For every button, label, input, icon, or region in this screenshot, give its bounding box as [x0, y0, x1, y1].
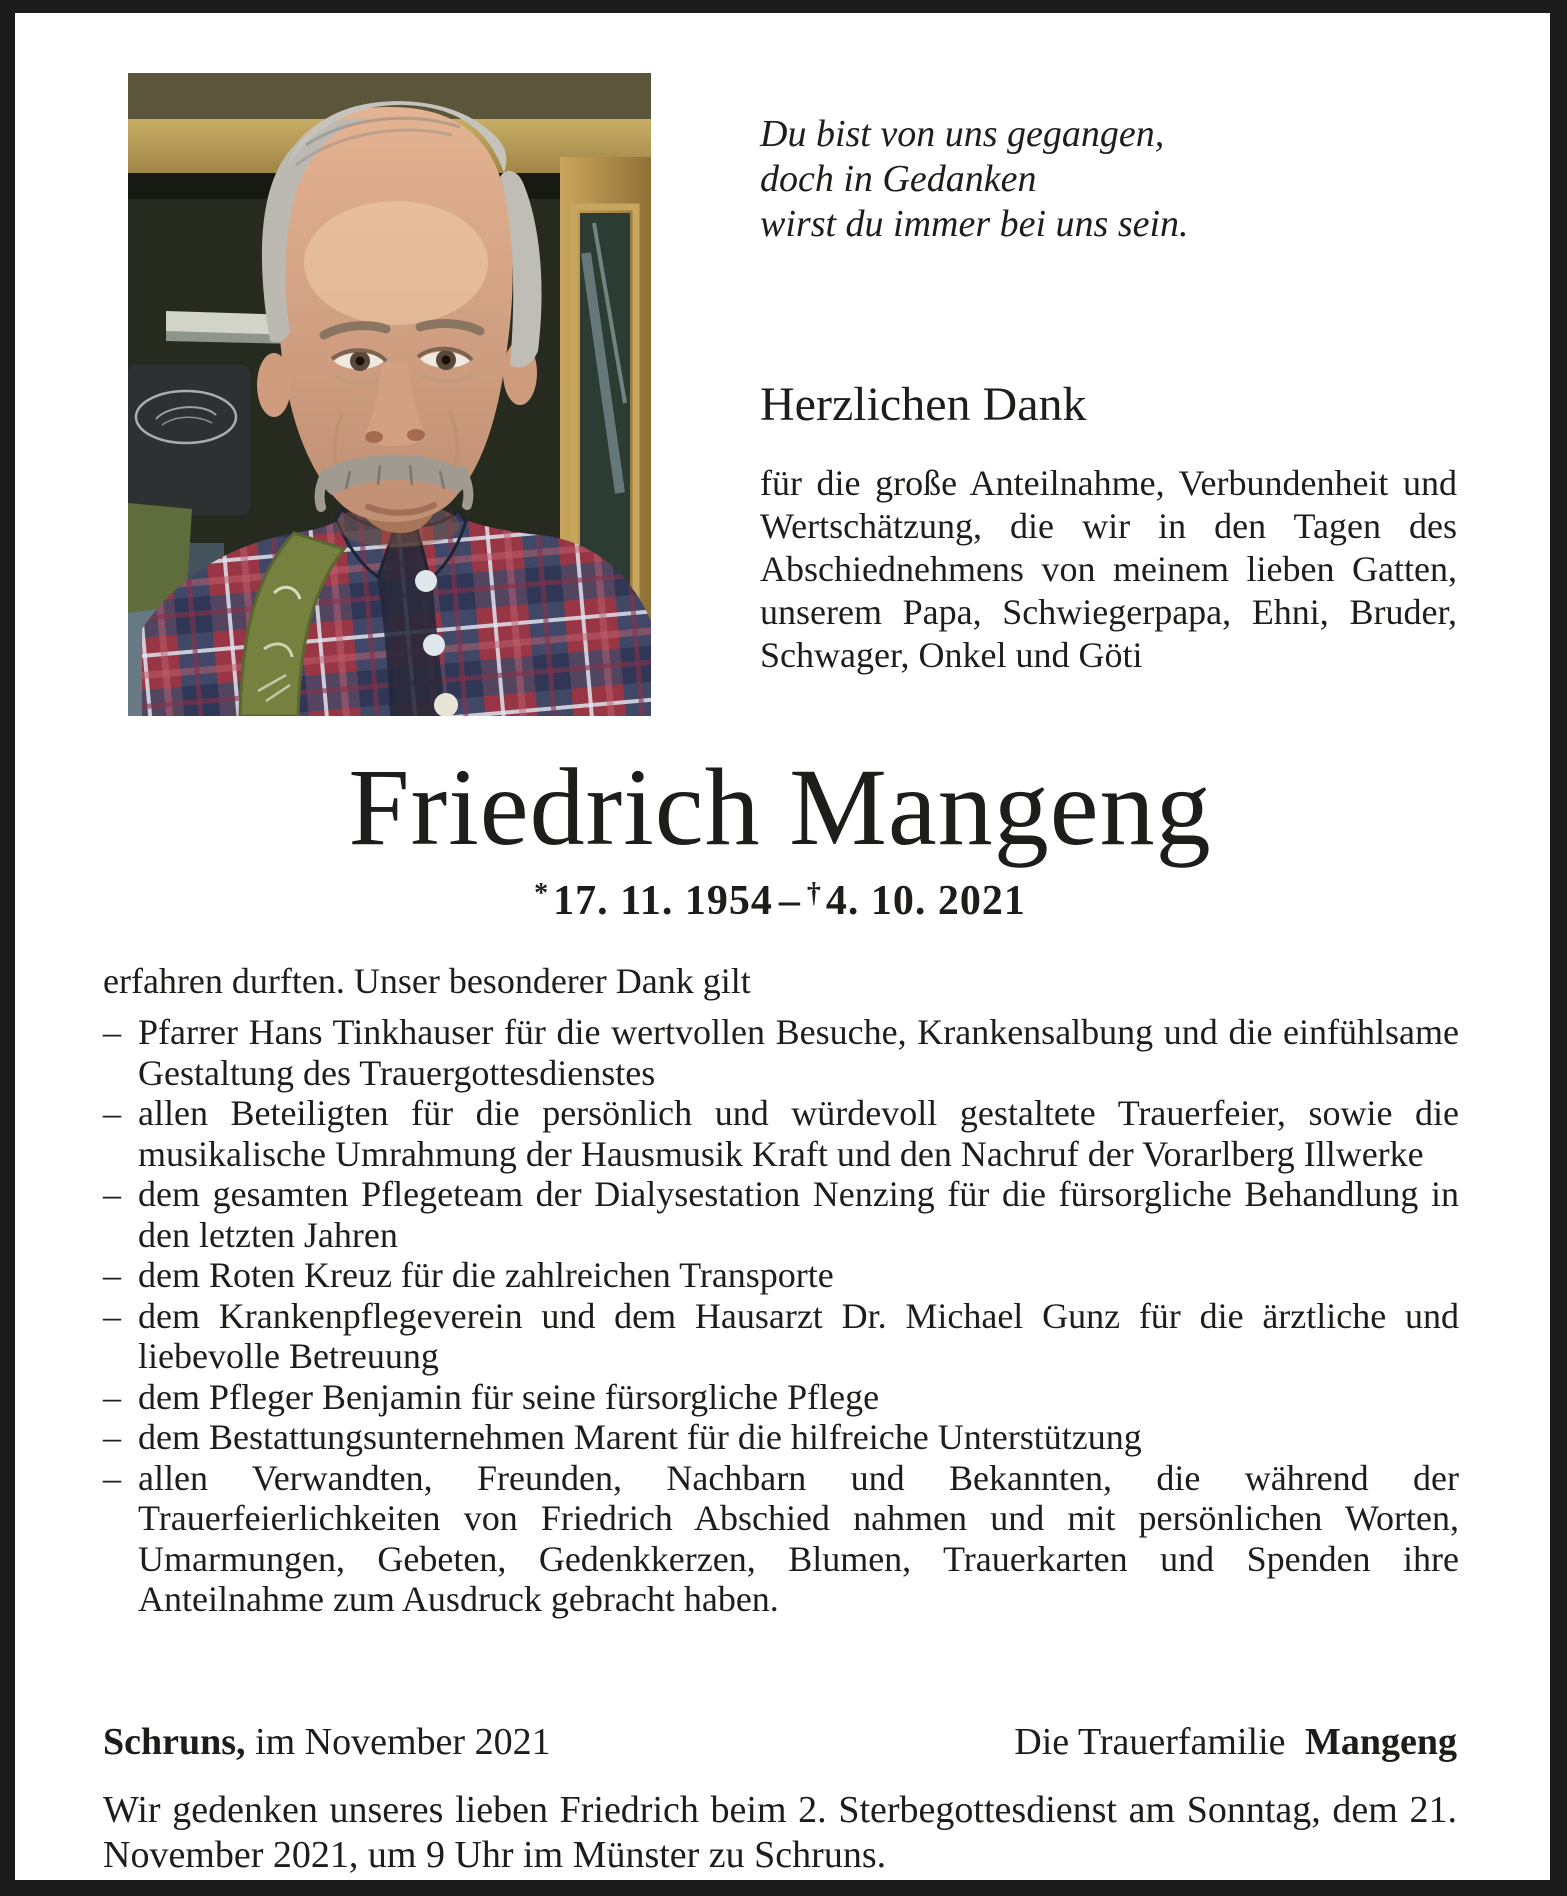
memorial-poem — [760, 112, 1460, 247]
thanks-heading: Herzlichen Dank — [760, 378, 1087, 431]
acknowledgement-text: dem Bestattungsunternehmen Marent für die hilfreiche Unterstützung — [138, 1417, 1142, 1457]
acknowledgement-item — [103, 1377, 1459, 1418]
grieving-family — [1014, 1719, 1457, 1765]
family-name: Mangeng — [1305, 1721, 1457, 1763]
acknowledgement-text: dem Pfleger Benjamin für seine fürsorgliche Pflege — [138, 1376, 880, 1417]
whirlpool-appliance — [128, 365, 250, 515]
acknowledgement-text: allen Beteiligten für die persönlich und würdevoll gestaltete Trauerfeier, sowie die musikalische Umrahmung der Hausmusik Kraft und den Nachruf der Vorarlberg Illwerke — [138, 1093, 1459, 1174]
acknowledgement-item — [103, 1255, 1459, 1296]
death-date: 4. 10. 2021 — [825, 878, 1026, 924]
dates-separator: – — [778, 878, 801, 924]
acknowledgement-item — [103, 1296, 1459, 1377]
acknowledgement-text: dem Krankenpflegeverein und dem Hausarzt Dr. Michael Gunz für die ärztliche und liebevolle Betreuung — [138, 1295, 1459, 1376]
dash-bullet: – — [103, 1417, 121, 1457]
poem-line: doch in Gedanken — [760, 158, 1037, 200]
dash-bullet: – — [103, 1093, 121, 1133]
portrait-illustration — [128, 73, 651, 716]
poem-line: Du bist von uns gegangen, — [760, 113, 1165, 155]
acknowledgement-text: dem gesamten Pflegeteam der Dialysestation Nenzing für die fürsorgliche Behandlung in den letzten Jahren — [138, 1174, 1459, 1255]
shirt-button — [423, 634, 445, 656]
dash-bullet: – — [103, 1174, 121, 1214]
acknowledgement-item — [103, 1458, 1459, 1620]
portrait-photo — [128, 73, 651, 716]
acknowledgement-item — [103, 1012, 1459, 1093]
death-symbol: † — [806, 878, 822, 909]
place-date-rest: im November 2021 — [255, 1721, 551, 1763]
acknowledgement-item — [103, 1093, 1459, 1174]
dash-bullet: – — [103, 1012, 121, 1052]
thanks-paragraph: für die große Anteilnahme, Verbundenheit und Wertschätzung, die wir in den Tagen des Abschiednehmens von meinem lieben Gatten, unserem Papa, Schwiegerpapa, Ehni, Bruder, Schwager, Onkel und Göti — [760, 463, 1457, 675]
shirt-button — [434, 693, 458, 716]
family-prefix: Die Trauerfamilie — [1014, 1721, 1286, 1763]
shirt-button — [415, 570, 437, 592]
dash-bullet: – — [103, 1255, 121, 1295]
acknowledgement-list — [103, 1012, 1459, 1620]
poem-line: wirst du immer bei uns sein. — [760, 203, 1189, 245]
dash-bullet: – — [103, 1457, 121, 1498]
acknowledgement-item — [103, 1174, 1459, 1255]
acknowledgement-text: Pfarrer Hans Tinkhauser für die wertvollen Besuche, Krankensalbung und die einfühlsame Gestaltung des Trauergottesdienstes — [138, 1012, 1459, 1093]
place-name: Schruns, — [103, 1721, 246, 1763]
acknowledgement-item — [103, 1417, 1459, 1458]
acknowledgement-text: allen Verwandten, Freunden, Nachbarn und Bekannten, die während der Trauerfeierlichkeiten von Friedrich Abschied nahmen und mit persönlichen Worten, Umarmungen, Gebeten, Gedenkkerzen, Blumen, Trauerkarten und Spenden ihre Anteilnahme zum Ausdruck gebracht haben. — [138, 1457, 1459, 1619]
birth-date: 17. 11. 1954 — [553, 878, 773, 924]
dash-bullet: – — [103, 1295, 121, 1336]
birth-symbol: * — [534, 878, 550, 909]
memorial-service-notice: Wir gedenken unseres lieben Friedrich beim 2. Sterbegottesdienst am Sonntag, dem 21. November 2021, um 9 Uhr im Münster zu Schruns. — [103, 1789, 1457, 1876]
place-date — [103, 1719, 551, 1765]
intro-line: erfahren durften. Unser besonderer Dank gilt — [103, 961, 751, 1001]
life-dates — [103, 877, 1457, 925]
ear — [257, 353, 291, 417]
dash-bullet: – — [103, 1376, 121, 1417]
acknowledgement-text: dem Roten Kreuz für die zahlreichen Transporte — [138, 1255, 834, 1295]
deceased-name: Friedrich Mangeng — [348, 746, 1212, 868]
signoff-row — [103, 1719, 1457, 1765]
